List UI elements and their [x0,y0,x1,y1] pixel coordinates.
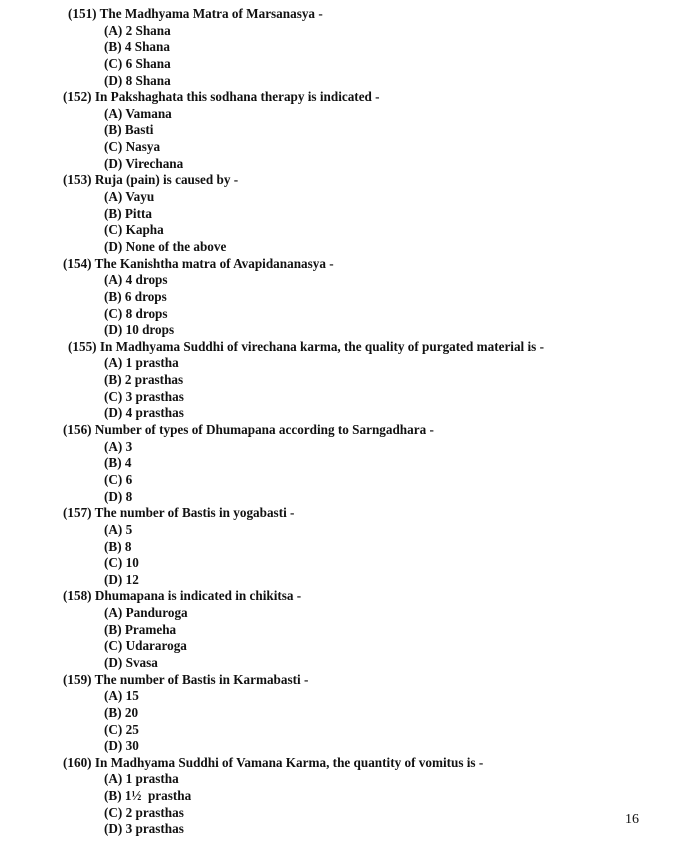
option-d: (D) Virechana [104,155,184,171]
option-b: (B) 6 drops [104,288,167,304]
question-158 [0,588,680,671]
option-d: (D) 30 [104,738,139,754]
option-c: (C) 6 Shana [104,55,171,71]
option-b: (B) 4 [104,455,132,471]
question-page [0,6,680,838]
option-a: (A) Vamana [104,105,172,121]
question-156 [0,422,680,505]
option-b: (B) Prameha [104,621,177,637]
question-text: (151) The Madhyama Matra of Marsanasya - [68,6,323,21]
question-160 [0,755,680,838]
option-d: (D) 10 drops [104,322,175,338]
option-b: (B) 20 [104,704,139,720]
option-a: (A) 4 drops [104,272,168,288]
option-a: (A) Panduroga [104,605,188,621]
option-c: (C) 8 drops [104,305,168,321]
question-151 [0,6,680,89]
option-b: (B) Basti [104,122,154,138]
question-text: (160) In Madhyama Suddhi of Vamana Karma, the quantity of vomitus is - [63,754,484,770]
option-b: (B) Pitta [104,205,152,221]
question-text: (159) The number of Bastis in Karmabasti - [63,671,309,687]
option-a: (A) Vayu [104,189,155,205]
option-c: (C) Nasya [104,139,161,155]
question-157 [0,505,680,588]
option-a: (A) 3 [104,438,133,454]
question-155 [0,339,680,422]
option-c: (C) 2 prasthas [104,804,184,820]
option-b: (B) 1½ prastha [104,788,192,804]
option-a: (A) 5 [104,521,133,537]
option-d: (D) 8 [104,488,133,504]
option-d: (D) Svasa [104,654,158,670]
option-a: (A) 1 prastha [104,771,179,787]
question-text: (157) The number of Bastis in yogabasti - [63,505,295,521]
option-b: (B) 8 [104,538,132,554]
option-d: (D) None of the above [104,238,227,254]
question-159 [0,672,680,755]
option-c: (C) Kapha [104,222,164,238]
question-152 [0,89,680,172]
question-text: (155) In Madhyama Suddhi of virechana karma, the quality of purgated material is - [68,338,545,354]
question-text: (154) The Kanishtha matra of Avapidananasya - [63,255,334,271]
option-d: (D) 3 prasthas [104,821,184,837]
option-c: (C) 3 prasthas [104,388,184,404]
option-a: (A) 2 Shana [104,22,171,38]
option-b: (B) 4 Shana [104,39,170,55]
option-a: (A) 1 prastha [104,355,179,371]
option-d: (D) 8 Shana [104,72,171,88]
question-text: (158) Dhumapana is indicated in chikitsa - [63,588,302,604]
option-c: (C) Udararoga [104,638,187,654]
option-c: (C) 25 [104,721,139,737]
question-text: (152) In Pakshaghata this sodhana therapy is indicated - [63,89,380,105]
question-text: (153) Ruja (pain) is caused by - [63,172,239,188]
question-154 [0,256,680,339]
page-number: 16 [625,812,639,827]
option-a: (A) 15 [104,688,139,704]
option-d: (D) 4 prasthas [104,405,184,421]
question-153 [0,172,680,255]
option-c: (C) 10 [104,555,139,571]
option-d: (D) 12 [104,571,139,587]
option-c: (C) 6 [104,471,133,487]
question-text: (156) Number of types of Dhumapana according to Sarngadhara - [63,422,434,438]
option-b: (B) 2 prasthas [104,372,184,388]
